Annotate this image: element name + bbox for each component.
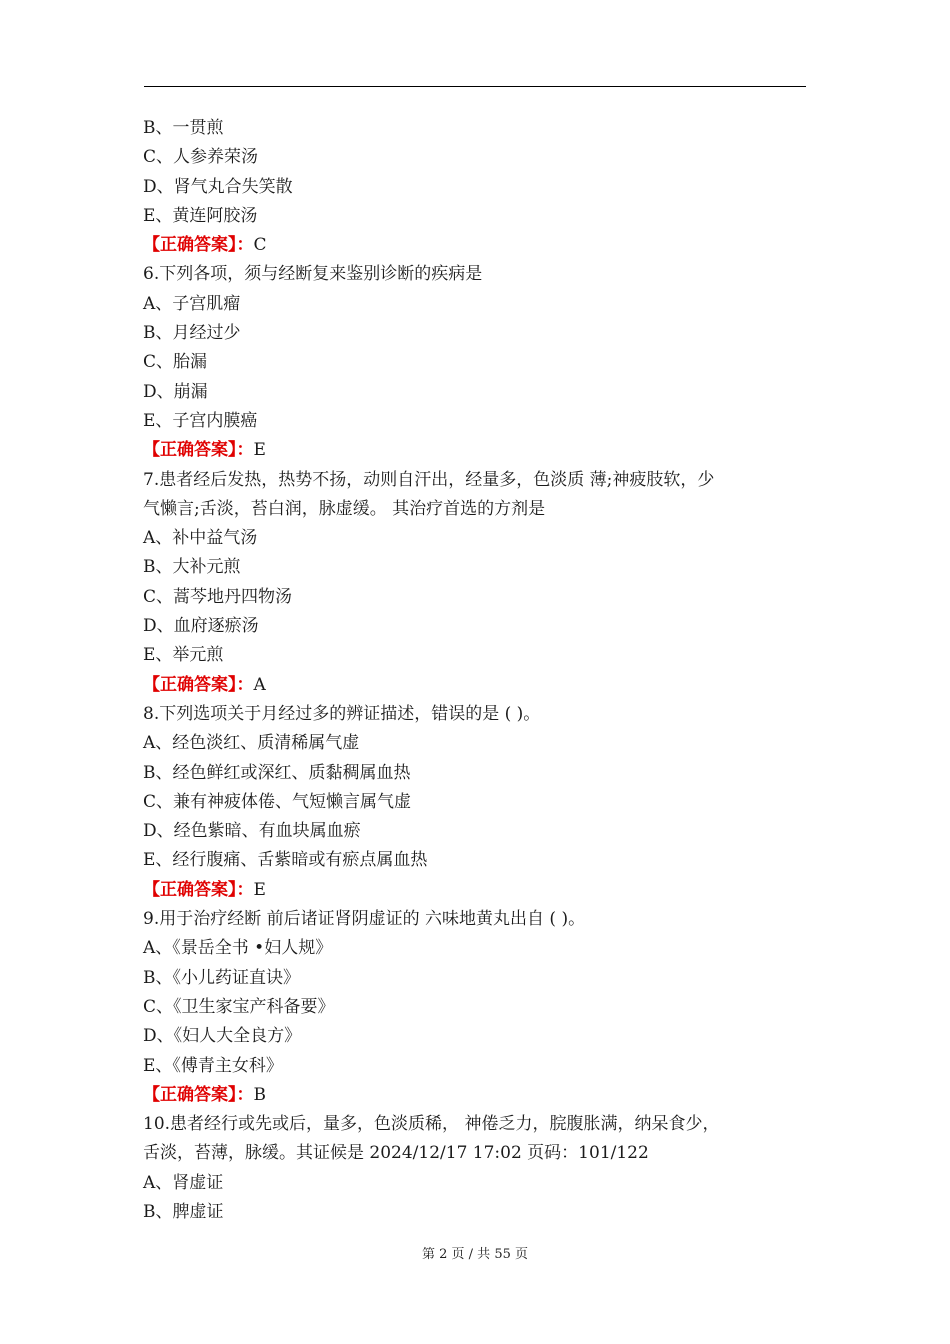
option-item: A、补中益气汤	[143, 528, 258, 549]
option-item: A、肾虚证	[143, 1172, 224, 1193]
option-item: D、血府逐瘀汤	[143, 616, 259, 637]
header-rule	[144, 86, 806, 87]
page-footer: 第 2 页 / 共 55 页	[422, 1247, 528, 1262]
answer-label: 【正确答案】：	[143, 1084, 254, 1105]
option-item: E、《傅青主女科》	[143, 1055, 283, 1076]
answer-label: 【正确答案】：	[143, 235, 254, 256]
answer-line	[143, 436, 808, 465]
option-item: C、《卫生家宝产科备要》	[143, 996, 335, 1017]
document-body	[143, 114, 808, 1227]
answer-line	[143, 1081, 808, 1110]
answer-line	[143, 876, 808, 905]
option-item: A、子宫肌瘤	[143, 293, 241, 314]
answer-label: 【正确答案】：	[143, 674, 254, 695]
question-text: 气懒言;舌淡，苔白润，脉虚缓。 其治疗首选的方剂是	[143, 498, 546, 519]
answer-value: B	[253, 1084, 266, 1105]
option-item: C、兼有神疲体倦、气短懒言属气虚	[143, 791, 412, 812]
answer-value: A	[253, 674, 266, 695]
answer-label: 【正确答案】：	[143, 440, 254, 461]
answer-label: 【正确答案】：	[143, 879, 254, 900]
answer-line	[143, 671, 808, 700]
option-item: B、月经过少	[143, 323, 241, 344]
option-item: D、《妇人大全良方》	[143, 1026, 302, 1047]
question-text: 舌淡，苔薄，脉缓。其证候是 2024/12/17 17:02 页码：101/122	[143, 1143, 649, 1164]
option-item: C、胎漏	[143, 352, 208, 373]
option-item: C、人参养荣汤	[143, 147, 259, 168]
option-item: E、黄连阿胶汤	[143, 205, 258, 226]
question-text: 8.下列选项关于月经过多的辨证描述，错误的是 ( )。	[143, 703, 541, 724]
answer-value: C	[253, 235, 267, 256]
option-item: B、《小儿药证直诀》	[143, 967, 300, 988]
option-item: A、《景岳全书 •妇人规》	[143, 938, 333, 959]
option-item: E、子宫内膜癌	[143, 410, 258, 431]
option-item: B、经色鲜红或深红、质黏稠属血热	[143, 762, 411, 783]
option-item: D、肾气丸合失笑散	[143, 176, 293, 197]
question-text: 7.患者经后发热，热势不扬，动则自汗出，经量多，色淡质 薄;神疲肢软，少	[143, 469, 715, 490]
option-item: B、大补元煎	[143, 557, 241, 578]
option-item: E、举元煎	[143, 645, 224, 666]
option-item: C、蒿芩地丹四物汤	[143, 586, 293, 607]
option-item: B、一贯煎	[143, 118, 224, 138]
option-item: B、脾虚证	[143, 1201, 224, 1222]
question-text: 10.患者经行或先或后，量多，色淡质稀， 神倦乏力，脘腹胀满，纳呆食少，	[143, 1114, 720, 1135]
answer-value: E	[253, 879, 266, 900]
option-item: A、经色淡红、质清稀属气虚	[143, 733, 360, 754]
answer-value: E	[253, 440, 266, 461]
option-item: D、崩漏	[143, 381, 208, 402]
answer-line	[143, 231, 808, 260]
option-item: E、经行腹痛、舌紫暗或有瘀点属血热	[143, 850, 428, 871]
question-text: 6.下列各项，须与经断复来鉴别诊断的疾病是	[143, 264, 483, 285]
option-item: D、经色紫暗、有血块属血瘀	[143, 821, 361, 842]
question-text: 9.用于治疗经断 前后诸证肾阴虚证的 六味地黄丸出自 ( )。	[143, 909, 586, 930]
